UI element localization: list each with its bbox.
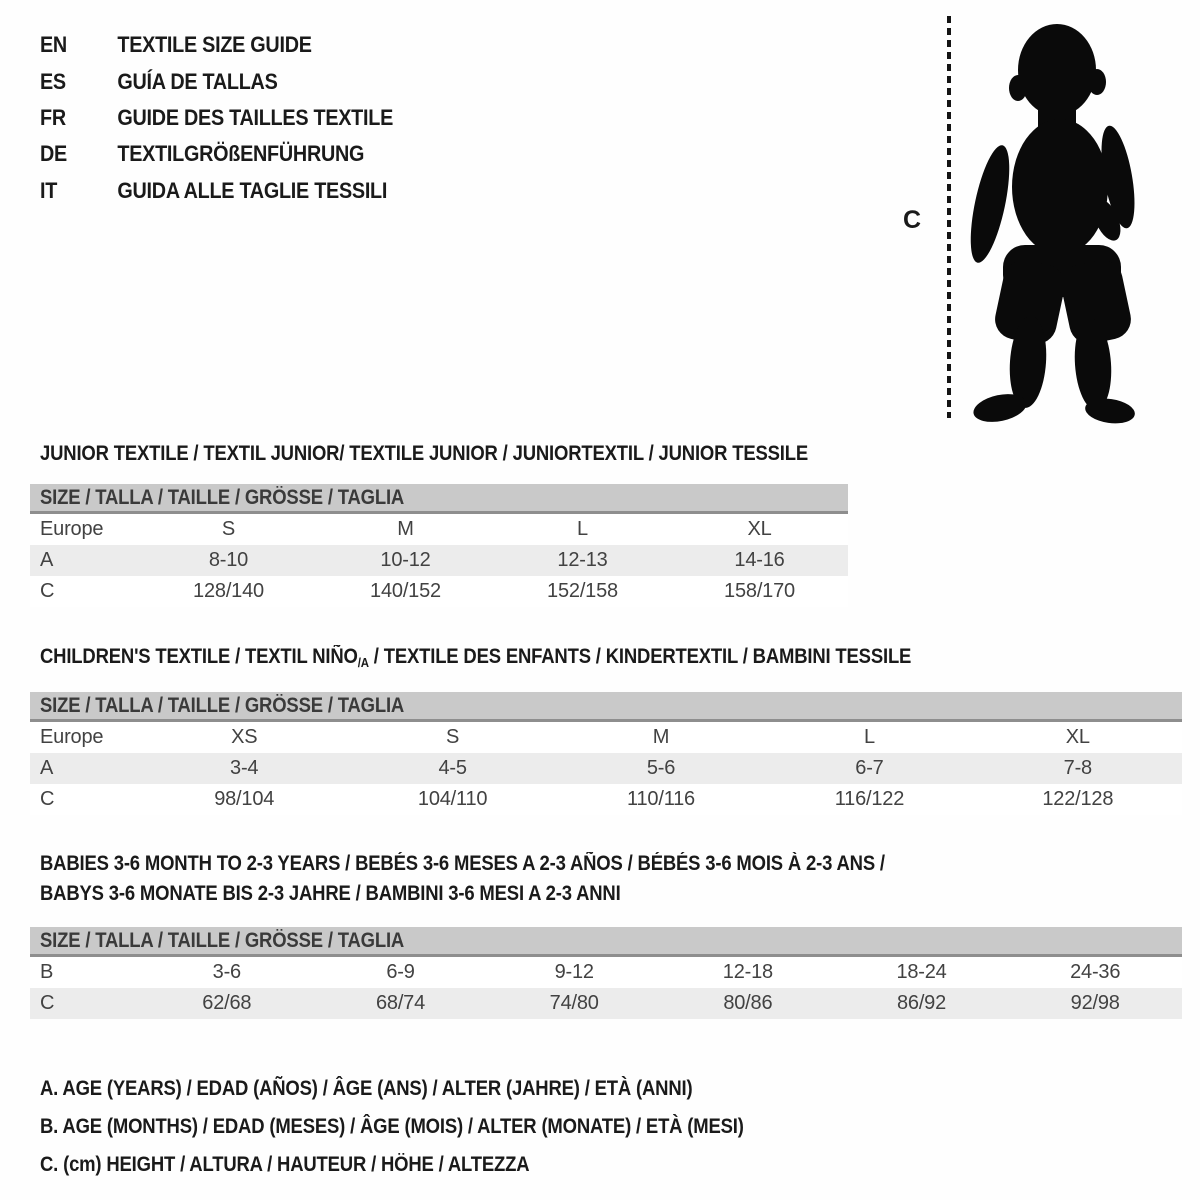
- table-cell: S: [446, 726, 460, 748]
- table-cell: XS: [231, 726, 258, 748]
- figure-height-label: C: [903, 206, 922, 234]
- table-cell: 24-36: [1070, 961, 1121, 983]
- section-title-children: [40, 644, 911, 676]
- table-cell: 122/128: [1042, 788, 1114, 810]
- language-code: IT: [40, 177, 58, 203]
- table-cell: 140/152: [370, 580, 441, 602]
- table-cell: 5-6: [646, 757, 676, 779]
- row-label: B: [40, 961, 54, 983]
- row-label: C: [40, 788, 55, 810]
- size-header-bar: [30, 692, 1182, 722]
- language-code: FR: [40, 104, 66, 130]
- legend-line-b: B. AGE (MONTHS) / EDAD (MESES) / ÂGE (MOIS) / ALTER (MONATE) / ETÀ (MESI): [40, 1115, 744, 1138]
- table-cell: 7-8: [1063, 757, 1092, 779]
- language-row: [40, 63, 544, 99]
- row-label: C: [40, 992, 55, 1014]
- guide-title: TEXTILE SIZE GUIDE: [117, 32, 312, 58]
- section-title-subscript: /A: [357, 655, 369, 670]
- table-row: [30, 576, 848, 607]
- language-code: ES: [40, 68, 66, 94]
- table-cell: 12-13: [557, 549, 608, 571]
- table-cell: 68/74: [375, 992, 426, 1014]
- junior-size-table: [30, 484, 848, 607]
- table-cell: 158/170: [724, 580, 795, 602]
- toddler-silhouette-image: [956, 12, 1160, 427]
- section-title-babies: [40, 849, 1000, 908]
- language-row: [40, 100, 544, 136]
- table-cell: 6-9: [386, 961, 415, 983]
- table-cell: 8-10: [208, 549, 249, 571]
- language-row: [40, 136, 544, 172]
- table-cell: 116/122: [834, 788, 905, 810]
- table-cell: 98/104: [214, 788, 275, 810]
- table-cell: 6-7: [855, 757, 884, 779]
- guide-title: GUÍA DE TALLAS: [117, 68, 278, 94]
- language-code: EN: [40, 32, 67, 58]
- section-title-text: / TEXTILE DES ENFANTS / KINDERTEXTIL / BAMBINI TESSILE: [368, 645, 912, 668]
- section-title-line: BABYS 3-6 MONATE BIS 2-3 JAHRE / BAMBINI 3-6 MESI A 2-3 ANNI: [40, 881, 621, 905]
- row-label: Europe: [40, 518, 104, 540]
- guide-title: GUIDE DES TAILLES TEXTILE: [117, 104, 394, 130]
- table-row: [30, 753, 1182, 784]
- table-cell: M: [397, 518, 414, 540]
- table-cell: 9-12: [554, 961, 594, 983]
- legend-line-c: C. (cm) HEIGHT / ALTURA / HAUTEUR / HÖHE / ALTEZZA: [40, 1153, 530, 1176]
- row-label: A: [40, 549, 54, 571]
- table-cell: L: [577, 518, 588, 540]
- language-title-list: [40, 27, 600, 209]
- table-cell: 80/86: [723, 992, 773, 1014]
- table-cell: 104/110: [417, 788, 488, 810]
- table-cell: XL: [747, 518, 772, 540]
- table-row: [30, 957, 1182, 988]
- table-cell: 110/116: [627, 788, 695, 810]
- size-header-label: SIZE / TALLA / TAILLE / GRÖSSE / TAGLIA: [40, 486, 405, 509]
- section-title-text: CHILDREN'S TEXTILE / TEXTIL NIÑO: [40, 645, 358, 668]
- table-row: [30, 988, 1182, 1019]
- table-cell: 62/68: [202, 992, 252, 1014]
- table-cell: S: [221, 518, 236, 540]
- table-cell: L: [863, 726, 875, 748]
- guide-title: GUIDA ALLE TAGLIE TESSILI: [117, 177, 388, 203]
- table-cell: 152/158: [547, 580, 618, 602]
- section-title-line: BABIES 3-6 MONTH TO 2-3 YEARS / BEBÉS 3-6 MESES A 2-3 AÑOS / BÉBÉS 3-6 MOIS À 2-3 ANS /: [40, 852, 885, 875]
- size-header-bar: [30, 927, 1182, 957]
- legend-line-a: A. AGE (YEARS) / EDAD (AÑOS) / ÂGE (ANS) / ALTER (JAHRE) / ETÀ (ANNI): [40, 1077, 693, 1100]
- table-cell: 74/80: [549, 992, 599, 1014]
- table-cell: 86/92: [896, 992, 947, 1014]
- row-label: Europe: [40, 726, 104, 748]
- height-measure-dashed-line: [947, 16, 951, 418]
- table-row: [30, 784, 1182, 815]
- size-header-bar: [30, 484, 848, 514]
- table-cell: 92/98: [1070, 992, 1120, 1014]
- row-label: A: [40, 757, 54, 779]
- size-header-label: SIZE / TALLA / TAILLE / GRÖSSE / TAGLIA: [40, 929, 405, 952]
- table-cell: 10-12: [380, 549, 431, 571]
- table-row: [30, 545, 848, 576]
- legend: [40, 1070, 840, 1184]
- row-label: C: [40, 580, 55, 602]
- table-cell: 3-4: [230, 757, 259, 779]
- children-size-table: [30, 692, 1182, 815]
- table-row: [30, 514, 848, 545]
- language-row: [40, 173, 544, 209]
- guide-title: TEXTILGRÖßENFÜHRUNG: [117, 141, 365, 167]
- table-cell: XL: [1065, 726, 1090, 748]
- table-cell: 3-6: [212, 961, 241, 983]
- table-cell: 18-24: [896, 961, 947, 983]
- table-cell: M: [652, 726, 670, 748]
- table-cell: 4-5: [438, 757, 467, 779]
- table-cell: 128/140: [193, 580, 264, 602]
- language-code: DE: [40, 141, 67, 167]
- table-cell: 14-16: [734, 549, 785, 571]
- table-row: [30, 722, 1182, 753]
- babies-size-table: [30, 927, 1182, 1019]
- section-title-junior: JUNIOR TEXTILE / TEXTIL JUNIOR/ TEXTILE JUNIOR / JUNIORTEXTIL / JUNIOR TESSILE: [40, 442, 809, 465]
- table-cell: 12-18: [722, 961, 773, 983]
- language-row: [40, 27, 544, 63]
- size-header-label: SIZE / TALLA / TAILLE / GRÖSSE / TAGLIA: [40, 694, 405, 717]
